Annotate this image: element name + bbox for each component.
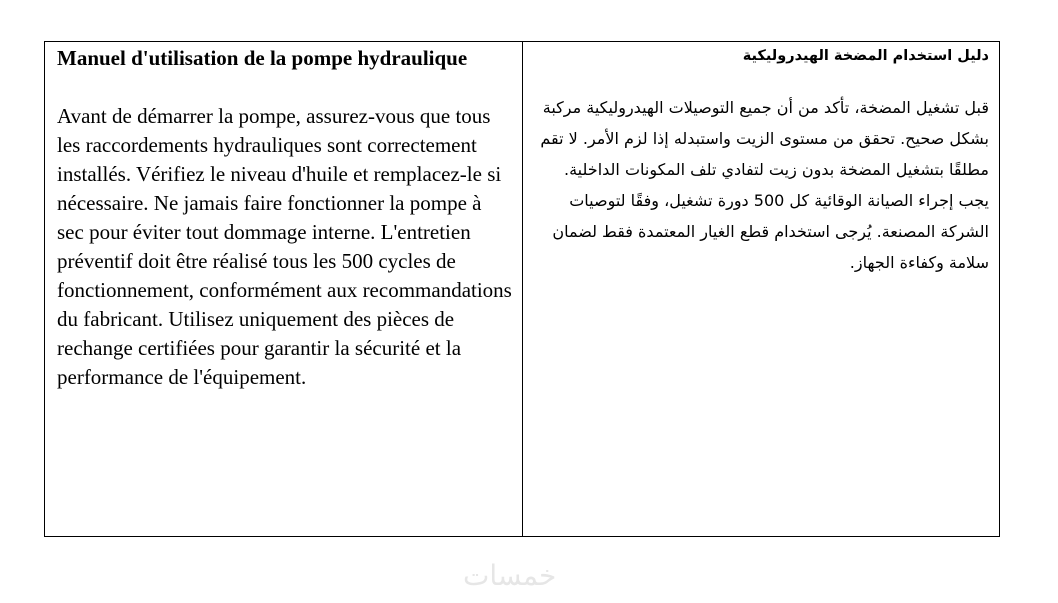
arabic-column: [523, 42, 999, 536]
bilingual-table: [44, 41, 1000, 537]
arabic-body: قبل تشغيل المضخة، تأكد من أن جميع التوصيلات الهيدروليكية مركبة بشكل صحيح. تحقق من مستوى الزيت واستبدله إذا لزم الأمر. لا تقم مطلقًا بتشغيل المضخة بدون زيت لتفادي تلف المكونات الداخلية. يجب إجراء الصيانة الوقائية كل 500 دورة تشغيل، وفقًا لتوصيات الشركة المصنعة. يُرجى استخدام قطع الغيار المعتمدة فقط لضمان سلامة وكفاءة الجهاز.: [540, 98, 989, 272]
french-title: Manuel d'utilisation de la pompe hydraulique: [57, 46, 468, 70]
french-column: [45, 42, 523, 536]
watermark-logo: خمسات: [463, 559, 557, 592]
french-body: Avant de démarrer la pompe, assurez-vous que tous les raccordements hydrauliques sont correctement installés. Vérifiez le niveau d'huile et remplacez-le si nécessaire. Ne jamais faire fonctionner la pompe à sec pour éviter tout dommage interne. L'entretien préventif doit être réalisé tous les 500 cycles de fonctionnement, conformément aux recommandations du fabricant. Utilisez uniquement des pièces de rechange certifiées pour garantir la sécurité et la performance de l'équipement.: [57, 104, 512, 389]
arabic-title: دليل استخدام المضخة الهيدروليكية: [742, 48, 989, 64]
